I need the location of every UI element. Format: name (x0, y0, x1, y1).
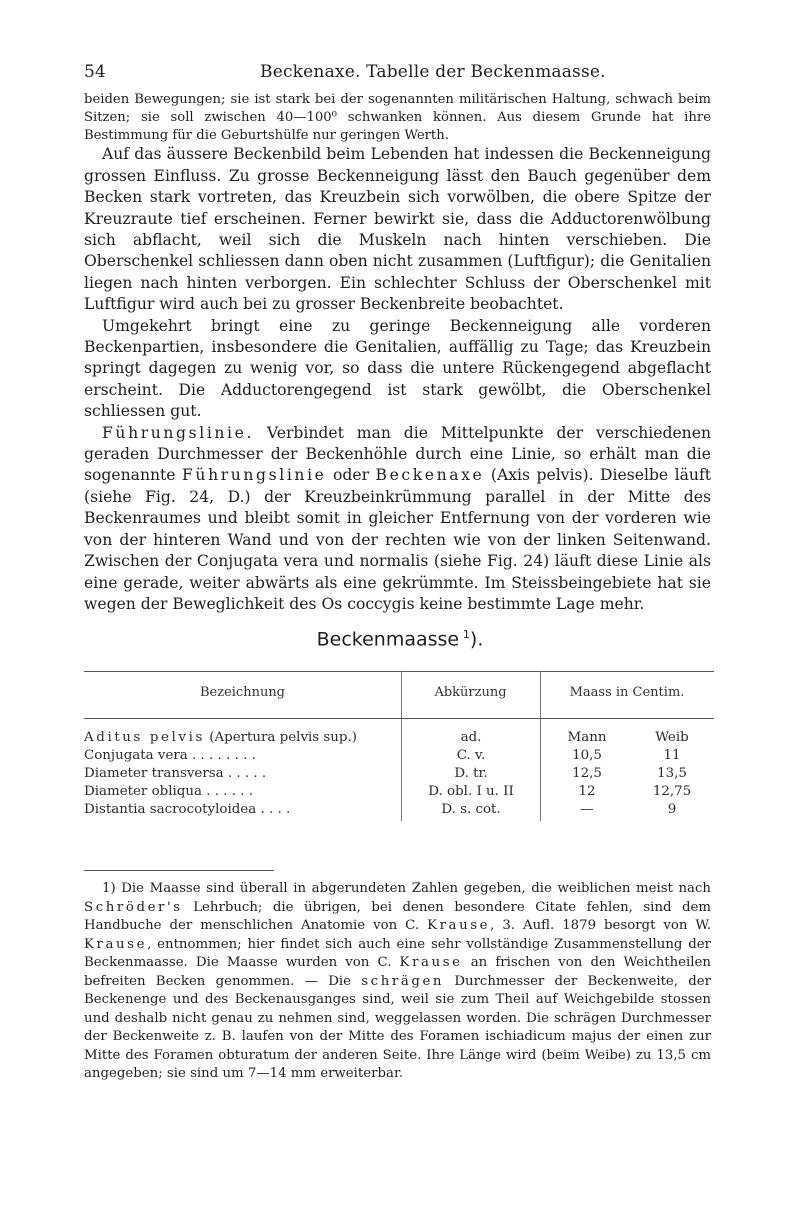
footnote-rule (84, 870, 274, 871)
header-maass: Maass in Centim. (569, 685, 685, 700)
dot-leader: . . . . . (223, 766, 267, 781)
subheader-male: Mann (567, 730, 607, 745)
table-row-female: 12,75 (652, 784, 692, 799)
page-number: 54 (84, 62, 106, 82)
table-row-abbr: D. s. cot. (441, 802, 501, 817)
table-header-rule (84, 718, 714, 719)
author-name: Krause (399, 955, 463, 970)
table-row-female: 13,5 (657, 766, 687, 781)
table-row-abbr: D. tr. (454, 766, 488, 781)
dot-leader: . . . . . . (201, 784, 254, 799)
section-abbr: ad. (460, 730, 482, 745)
footnote-marker: 1 (462, 628, 470, 641)
header-bezeichnung: Bezeichnung (199, 685, 286, 700)
table-title-text: Beckenmaasse (316, 628, 460, 651)
author-name: Krause (427, 918, 491, 933)
term-fuehrungslinie-2: Führungslinie (182, 466, 327, 485)
paragraph-continued: beiden Bewegungen; sie ist stark bei der sogenannten militärischen Haltung, schwach beim Sitzen; sie soll zwischen 40—100⁰ schwanken können. Aus diesem Grunde hat ihre Bestimmung für die Geburtshülfe nur geringen Werth. (84, 92, 711, 143)
paragraph-umgekehrt: Umgekehrt bringt eine zu geringe Beckenneigung alle vorderen Beckenpartien, insbesondere die Genitalien, auffällig zu Tage; das Kreuzbein springt dagegen zu wenig vor, so dass die untere Rückengegend abgeflacht erscheint. Die Adductorengegend ist stark gewölbt, die Oberschenkel schliessen gut. (84, 316, 711, 421)
subheader-female: Weib (655, 730, 689, 745)
table-row-male: 12,5 (572, 766, 602, 781)
footnote-text: 1) Die Maasse sind überall in abgerundeten Zahlen gegeben, die weiblichen meist nach (102, 881, 711, 896)
row-label: Diameter transversa (84, 766, 224, 781)
running-title: Beckenaxe. Tabelle der Beckenmaasse. (260, 62, 606, 82)
term-aditus-pelvis: Aditus pelvis (84, 730, 205, 745)
term-schraegen: schrägen (361, 973, 445, 989)
table-title (0, 628, 800, 650)
dot-leader: . . . . . . . . (187, 748, 256, 763)
measurement-table (84, 671, 714, 831)
table-row-male: 12 (578, 784, 596, 799)
table-row-female: 9 (667, 802, 677, 817)
dot-leader: . . . . (256, 802, 291, 817)
table-row-name (84, 747, 394, 765)
table-row-male: 10,5 (572, 748, 602, 763)
running-head (84, 62, 724, 84)
table-row-name (84, 801, 394, 819)
row-label: Conjugata vera (84, 748, 188, 763)
footnote-text: Durchmesser der Beckenweite, der Beckenenge und des Beckenausganges sind, weil sie zum Theil auf Weichgebilde stossen und deshalb nicht genau zu nehmen sind, weggelassen worden. Die schrägen Durchmesser der Beckenweite z. B. laufen von der Mitte des Foramen ischiadicum majus der einen zur Mitte des Foramen obturatum der anderen Seite. Ihre Länge wird (beim Weibe) zu 13,5 cm angegeben; sie sind um 7—14 mm erweiterbar. (84, 973, 711, 1081)
section-detail: (Apertura pelvis sup.) (204, 730, 357, 745)
footnote-text: , entnommen; hier findet sich auch eine sehr vollständige Zusammenstellung der Beckenmaasse. Die Maasse wurden von C. (84, 936, 711, 970)
table-top-rule (84, 671, 714, 672)
author-name: Krause (84, 936, 148, 952)
paragraph-text: oder (326, 466, 376, 485)
table-section-label (84, 729, 394, 747)
table-row-name (84, 783, 394, 801)
paragraph-beckenbild: Auf das äussere Beckenbild beim Lebenden hat indessen die Beckenneigung grossen Einfluss. Zu grosse Beckenneigung lässt den Bauch gegenüber dem Becken stark vortreten, das Kreuzbein sich vorwölben, die obere Spitze der Kreuzraute tief erscheinen. Ferner bewirkt sie, dass die Adductorenwölbung sich abflacht, weil sich die Muskeln nach hinten verschieben. Die Oberschenkel schliessen dann oben nicht zusammen (Luftfigur); die Genitalien liegen nach hinten verborgen. Ein schlechter Schluss der Oberschenkel mit Luftfigur wird auch bei zu grosser Beckenbreite beobachtet. (84, 145, 711, 314)
term-fuehrungslinie: Führungslinie. (102, 423, 255, 442)
header-abkuerzung: Abkürzung (434, 685, 507, 700)
footnote-text: , 3. Aufl. 1879 besorgt von W. (490, 918, 711, 933)
table-row-female: 11 (663, 748, 681, 763)
paragraph-text: (Axis pelvis). Dieselbe läuft (siehe Fig. 24, D.) der Kreuzbeinkrümmung parallel in der Mitte des Beckenraumes und bleibt somit in gleicher Entfernung von der vorderen wie von der hinteren Wand und von der rechten wie von der linken Seitenwand. Zwischen der Conjugata vera und normalis (siehe Fig. 24) läuft diese Linie als eine gerade, weiter abwärts als eine gekrümmte. Im Steissbeingebiete hat sie wegen der Beweglichkeit des Os coccygis keine bestimmte Lage mehr. (84, 466, 712, 613)
table-row-name (84, 765, 394, 783)
table-title-end: ). (469, 628, 484, 651)
row-label: Diameter obliqua (84, 784, 202, 799)
table-row-abbr: C. v. (456, 748, 486, 763)
footnote-text: Lehrbuch; die übrigen, bei denen besondere Citate fehlen, sind dem Handbuche der menschlichen Anatomie von C. (84, 899, 711, 933)
paragraph-text: Verbindet man die Mittelpunkte der verschiedenen geraden Durchmesser der Beckenhöhle durch eine Linie, so erhält man die sogenannte (84, 423, 711, 485)
body-text (84, 91, 711, 615)
table-row-male: — (580, 802, 594, 817)
term-beckenaxe: Beckenaxe (375, 466, 485, 485)
row-label: Distantia sacrocotyloidea (84, 802, 257, 817)
table-row-abbr: D. obl. I u. II (428, 784, 514, 799)
paragraph-fuehrungslinie (84, 423, 711, 616)
footnote (84, 880, 711, 1084)
author-name: Schröder's (84, 899, 183, 915)
footnote-text: an frischen von den Weichtheilen befreiten Becken genommen. — Die (84, 955, 711, 989)
